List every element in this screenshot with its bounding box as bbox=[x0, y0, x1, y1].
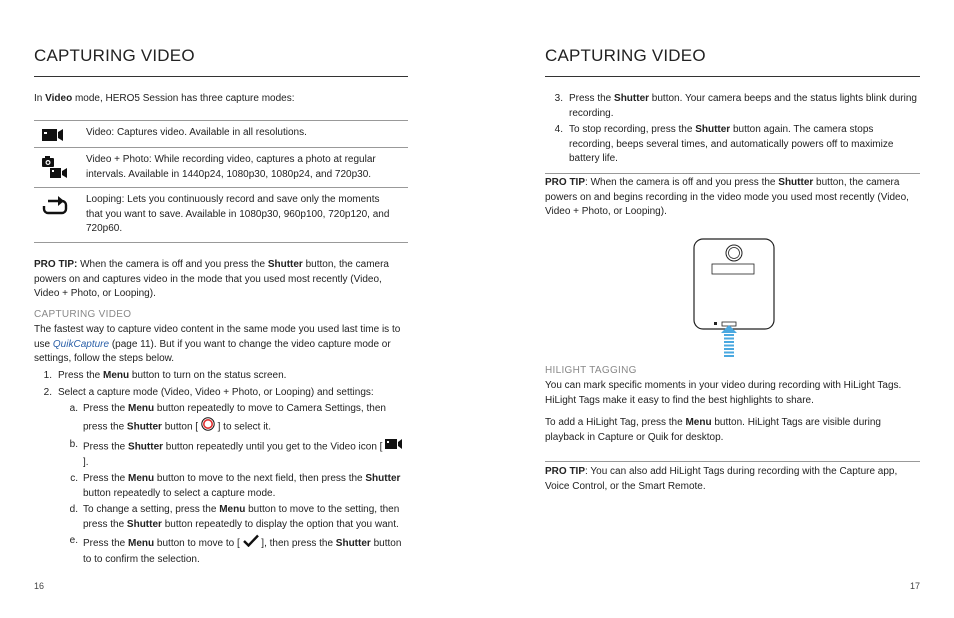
video-camera-icon bbox=[34, 126, 86, 142]
pro-tip: PRO TIP: When the camera is off and you press the Shutter button, the camera powers on and begins recording in the video mode you used most recently (Video, Video + Photo, or Looping). bbox=[545, 177, 909, 217]
looping-icon bbox=[34, 193, 86, 217]
video-icon bbox=[385, 438, 403, 456]
substep-e: e. Press the Menu button to move to [ ], then press the Shutter button to to confirm the selection. bbox=[69, 535, 402, 565]
mode-row-video-photo bbox=[34, 147, 408, 187]
pro-tip-2: PRO TIP: You can also add HiLight Tags during recording with the Capture app, Voice Control, or the Smart Remote. bbox=[545, 466, 898, 492]
left-page bbox=[34, 0, 408, 618]
step-4: 4. To stop recording, press the Shutter button again. The camera stops recording, beeps several times, and automatically powers off to maximize battery life. bbox=[554, 124, 894, 164]
substep-b: b. Press the Shutter button repeatedly until you get to the Video icon [ ]. bbox=[60, 438, 408, 470]
video-photo-icon bbox=[34, 153, 86, 181]
mode-text: Video: Captures video. Available in all resolutions. bbox=[86, 127, 307, 138]
checkmark-icon bbox=[243, 534, 259, 553]
divider bbox=[545, 461, 920, 462]
section-subheading: CAPTURING VIDEO bbox=[34, 309, 132, 320]
title-rule bbox=[34, 76, 408, 77]
pro-tip: PRO TIP: When the camera is off and you press the Shutter button, the camera powers on and captures video in the mode that you used most recently (Video, Video + Photo, or Looping). bbox=[34, 259, 389, 299]
hilight-body-2: To add a HiLight Tag, press the Menu button. HiLight Tags are visible during playback in Capture or Quik for desktop. bbox=[545, 417, 881, 443]
camera-illustration bbox=[692, 237, 776, 361]
step-3: 3. Press the Shutter button. Your camera beeps and the status lights blink during recording. bbox=[554, 93, 917, 119]
shutter-button-icon bbox=[201, 417, 215, 437]
steps-list bbox=[34, 369, 408, 567]
step-1: 1. Press the Menu button to turn on the status screen. bbox=[43, 370, 287, 381]
capture-body: The fastest way to capture video content in the same mode you used last time is to use QuikCapture (page 11). But if you want to change the video capture mode or settings, follow the steps below. bbox=[34, 324, 401, 364]
substep-c: c. Press the Menu button to move to the next field, then press the Shutter button repeatedly to select a capture mode. bbox=[70, 473, 401, 499]
substep-d: d. To change a setting, press the Menu button to move to the setting, then press the Shutter button repeatedly to display the option that you want. bbox=[69, 504, 400, 530]
intro-text: In Video mode, HERO5 Session has three capture modes: bbox=[34, 93, 295, 104]
right-page bbox=[545, 0, 920, 618]
page-title: CAPTURING VIDEO bbox=[545, 46, 706, 65]
capture-modes-table bbox=[34, 120, 408, 243]
substep-a: a. Press the Menu button repeatedly to move to Camera Settings, then press the Shutter button [ ] to select it. bbox=[60, 402, 408, 436]
hilight-heading: HILIGHT TAGGING bbox=[545, 365, 637, 376]
quikcapture-link[interactable]: QuikCapture bbox=[52, 338, 110, 350]
hilight-body: You can mark specific moments in your video during recording with HiLight Tags. HiLight Tags make it easy to find the best highlights to share. bbox=[545, 380, 902, 406]
mode-text: Video + Photo: While recording video, captures a photo at regular intervals. Available in 1440p24, 1080p30, 1080p24, and 720p30. bbox=[86, 154, 376, 180]
mode-row-looping bbox=[34, 187, 408, 243]
page-title: CAPTURING VIDEO bbox=[34, 46, 195, 65]
step-2: 2. Select a capture mode (Video, Video + Photo, or Looping) and settings: bbox=[43, 386, 374, 398]
divider bbox=[545, 173, 920, 174]
mode-text: Looping: Lets you continuously record and save only the moments that you want to save. Available in 1080p30, 960p100, 720p120, and 720p60. bbox=[86, 194, 390, 234]
page-number: 17 bbox=[909, 581, 920, 591]
page-number: 16 bbox=[34, 581, 45, 591]
title-rule bbox=[545, 76, 920, 77]
mode-row-video bbox=[34, 120, 408, 147]
steps-list-continued bbox=[545, 92, 920, 169]
